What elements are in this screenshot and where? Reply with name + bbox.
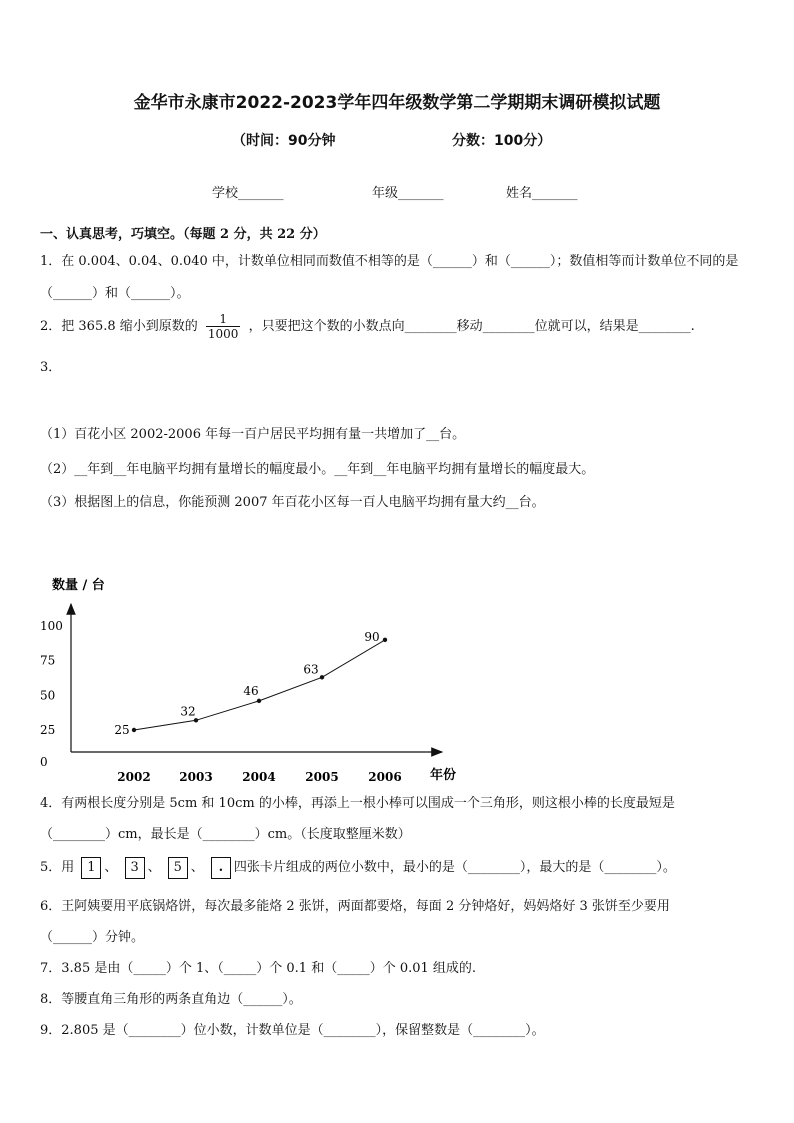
data-label: 25 — [114, 723, 130, 737]
school-field: 学校_______ — [212, 186, 284, 201]
decimal-point-card: . — [211, 857, 231, 879]
name-field: 姓名_______ — [506, 186, 578, 201]
y-axis-title: 数量 / 台 — [52, 578, 105, 593]
question-5 — [40, 856, 676, 879]
question-2-after: ，只要把这个数的小数点向________移动________位就可以，结果是________. — [248, 319, 695, 334]
y-tick-label: 100 — [40, 619, 63, 633]
question-6-line-1: 6．王阿姨要用平底锅烙饼，每次最多能烙 2 张饼，两面都要烙，每面 2 分钟烙好，妈妈烙好 3 张饼至少要用 — [40, 899, 670, 914]
question-5-after: 四张卡片组成的两位小数中，最小的是（________），最大的是（________）。 — [233, 860, 676, 875]
question-2 — [40, 312, 695, 341]
digit-card-5: 5 — [168, 857, 188, 879]
y-tick-label: 75 — [40, 653, 56, 668]
x-tick-label: 2004 — [242, 770, 276, 784]
question-3-sub-3: （3）根据图上的信息，你能预测 2007 年百花小区每一百人电脑平均拥有量大约__台。 — [40, 495, 545, 510]
question-9: 9．2.805 是（________）位小数，计数单位是（________），保留整数是（________）。 — [40, 1023, 545, 1038]
digit-card-1: 1 — [81, 857, 101, 879]
question-4-line-1: 4．有两根长度分别是 5cm 和 10cm 的小棒，再添上一根小棒可以围成一个三角形，则这根小棒的长度最短是 — [40, 796, 675, 811]
data-label: 90 — [364, 629, 380, 644]
question-5-before: 5．用 — [40, 860, 75, 875]
data-label: 32 — [180, 704, 196, 719]
x-axis-title: 年份 — [430, 768, 457, 783]
separator: 、 — [104, 860, 118, 875]
question-7: 7．3.85 是由（_____）个 1、（_____）个 0.1 和（_____）个 0.01 组成的. — [40, 961, 477, 976]
data-point — [194, 718, 198, 722]
grade-field: 年级_______ — [372, 186, 444, 201]
y-tick-label: 0 — [40, 755, 48, 769]
y-tick-label: 50 — [40, 688, 56, 703]
x-tick-label: 2006 — [368, 770, 402, 784]
y-tick-label: 25 — [40, 723, 56, 737]
question-3-label: 3． — [40, 360, 62, 375]
data-point — [320, 675, 324, 679]
fraction — [206, 312, 241, 341]
question-4-line-2: （________）cm，最长是（________）cm。（长度取整厘米数） — [40, 827, 411, 842]
line-chart — [30, 570, 470, 790]
question-8: 8．等腰直角三角形的两条直角边（______）。 — [40, 992, 302, 1007]
question-3-sub-1: （1）百花小区 2002-2006 年每一百户居民平均拥有量一共增加了__台。 — [40, 427, 466, 442]
question-2-before: 2．把 365.8 缩小到原数的 — [40, 319, 198, 334]
question-3-sub-2: （2）__年到__年电脑平均拥有量增长的幅度最小。__年到__年电脑平均拥有量增长的幅度最大。 — [40, 462, 595, 477]
separator: 、 — [190, 860, 204, 875]
exam-time: （时间：90分钟 — [232, 133, 336, 149]
fraction-numerator: 1 — [206, 312, 241, 327]
x-tick-label: 2005 — [305, 770, 339, 784]
series-line — [134, 640, 385, 730]
digit-card-3: 3 — [125, 857, 145, 879]
x-tick-label: 2002 — [117, 770, 151, 784]
data-point — [383, 638, 387, 642]
data-label: 46 — [243, 683, 259, 698]
question-1-line-2: （______）和（______）。 — [40, 286, 190, 301]
section-heading: 一、认真思考，巧填空。（每题 2 分，共 22 分） — [40, 227, 326, 242]
data-point — [257, 699, 261, 703]
data-point — [132, 728, 136, 732]
x-tick-label: 2003 — [179, 770, 213, 784]
data-label: 63 — [303, 662, 319, 677]
question-1-line-1: 1．在 0.004、0.04、0.040 中，计数单位相同而数值不相等的是（______）和（______）；数值相等而计数单位不同的是 — [40, 254, 739, 269]
exam-score: 分数：100分） — [452, 133, 552, 149]
question-6-line-2: （______）分钟。 — [40, 930, 145, 945]
separator: 、 — [147, 860, 161, 875]
page-title: 金华市永康市2022-2023学年四年级数学第二学期期末调研模拟试题 — [133, 93, 661, 113]
fraction-denominator: 1000 — [207, 327, 239, 341]
